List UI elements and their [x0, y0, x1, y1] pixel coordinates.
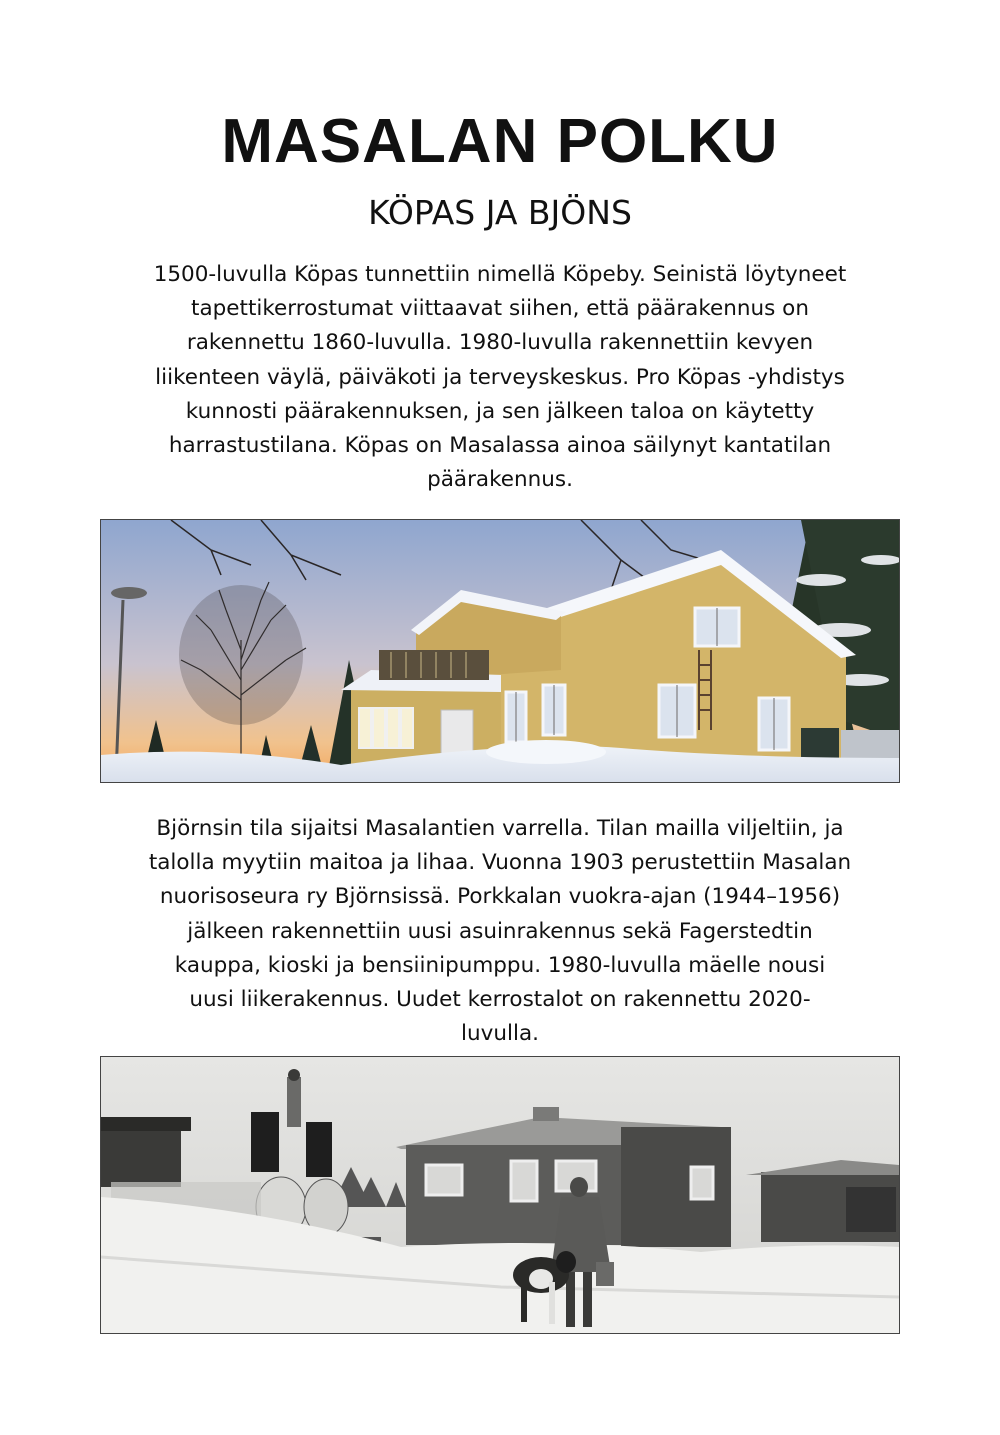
photo-bjons-historic-bw [100, 1056, 900, 1334]
text-line: kunnosti päärakennuksen, ja sen jälkeen taloa on käytetty [185, 398, 815, 424]
page-subtitle: KÖPAS JA BJÖNS [368, 193, 632, 232]
text-line: nuorisoseura ry Björnsissä. Porkkalan vuokra-ajan (1944–1956) [159, 884, 841, 910]
paragraph-bjons [92, 812, 908, 1051]
text-line: jälkeen rakennettiin uusi asuinrakennus sekä Fagerstedtin [187, 918, 813, 944]
text-line: luvulla. [461, 1021, 539, 1047]
text-line: päärakennus. [427, 467, 573, 493]
text-line: Björnsin tila sijaitsi Masalantien varrella. Tilan mailla viljeltiin, ja [156, 816, 844, 841]
text-line: harrastustilana. Köpas on Masalassa ainoa säilynyt kantatilan [168, 433, 832, 459]
paragraph-kopas [92, 258, 908, 497]
text-line: liikenteen väylä, päiväkoti ja terveyskeskus. Pro Köpas -yhdistys [155, 364, 845, 390]
text-line: kauppa, kioski ja bensiinipumppu. 1980-luvulla mäelle nousi [174, 952, 826, 978]
text-line: 1500-luvulla Köpas tunnettiin nimellä Köpeby. Seinistä löytyneet [153, 262, 847, 287]
text-line: talolla myytiin maitoa ja lihaa. Vuonna 1903 perustettiin Masalan [148, 850, 852, 876]
text-line: rakennettu 1860-luvulla. 1980-luvulla rakennettiin kevyen [186, 330, 814, 356]
text-line: tapettikerrostumat viittaavat siihen, että päärakennus on [191, 296, 809, 322]
photo-kopas-house-winter [100, 519, 900, 783]
text-line: uusi liikerakennus. Uudet kerrostalot on rakennettu 2020- [189, 987, 811, 1013]
page-title: MASALAN POLKU [221, 107, 779, 176]
